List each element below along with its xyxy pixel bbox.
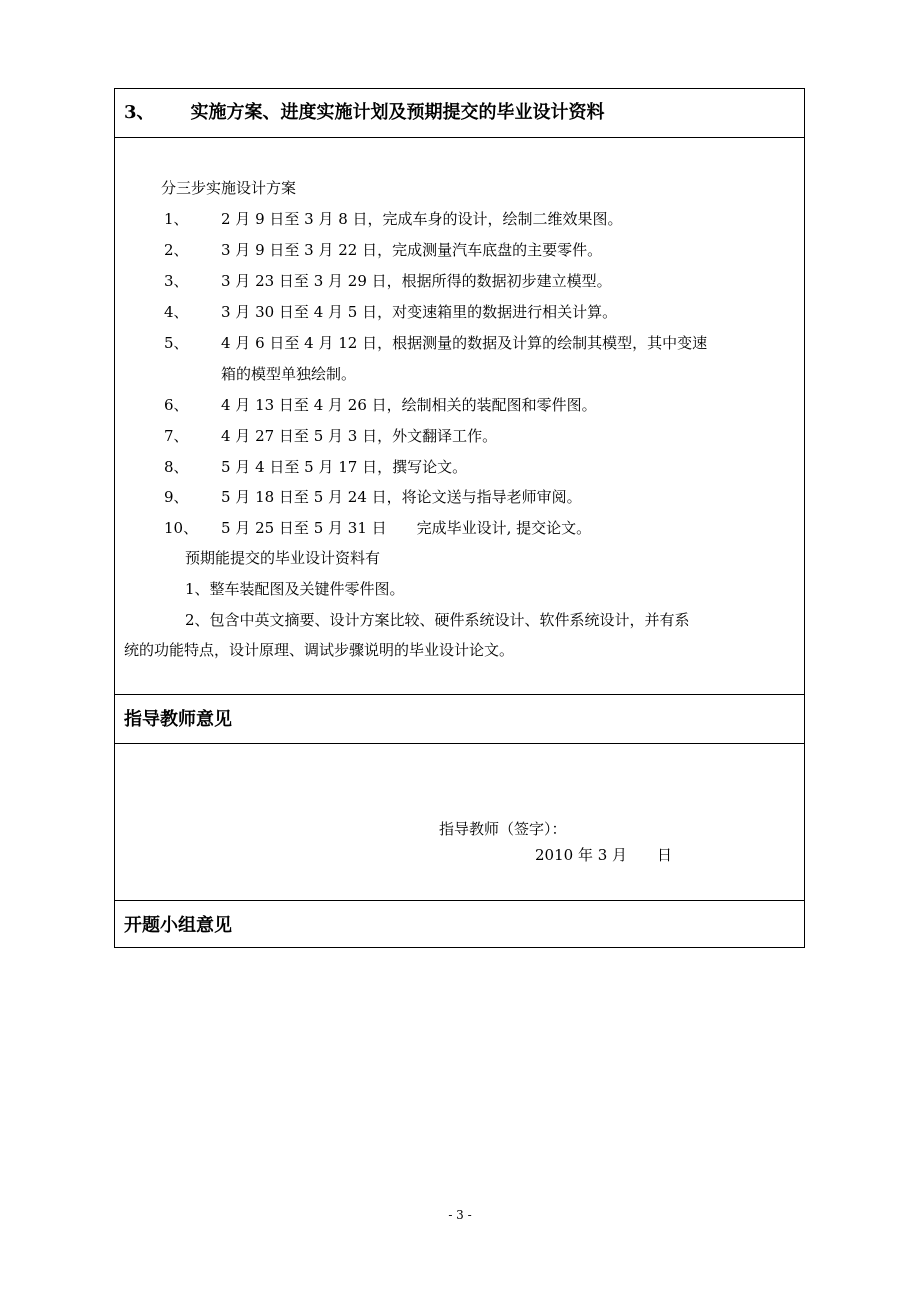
schedule-number: 1、 [164,210,189,228]
group-opinion-heading: 开题小组意见 [124,915,232,936]
schedule-number: 2、 [164,241,189,259]
row-divider [115,900,804,901]
schedule-item: 5 月 25 日至 5 月 31 日 完成毕业设计, 提交论文。 [221,519,592,537]
row-divider [115,743,804,744]
schedule-number: 10、 [164,519,199,537]
advisor-opinion-heading: 指导教师意见 [124,709,232,730]
schedule-item: 2 月 9 日至 3 月 8 日，完成车身的设计，绘制二维效果图。 [221,210,623,228]
schedule-number: 5、 [164,334,189,352]
schedule-number: 8、 [164,458,189,476]
schedule-number: 7、 [164,427,189,445]
section-number: 3、 [124,102,155,123]
schedule-item: 5 月 4 日至 5 月 17 日，撰写论文。 [221,458,468,476]
section-3-heading [124,101,605,125]
section-title: 实施方案、进度实施计划及预期提交的毕业设计资料 [190,102,605,123]
deliverable-item: 2、包含中英文摘要、设计方案比较、硬件系统设计、软件系统设计，并有系 [185,611,690,629]
schedule-item-continuation: 箱的模型单独绘制。 [221,365,357,383]
schedule-item: 4 月 13 日至 4 月 26 日，绘制相关的装配图和零件图。 [221,396,597,414]
schedule-item: 3 月 23 日至 3 月 29 日，根据所得的数据初步建立模型。 [221,272,612,290]
schedule-item: 3 月 9 日至 3 月 22 日，完成测量汽车底盘的主要零件。 [221,241,603,259]
advisor-signature-label: 指导教师（签字）： [439,820,567,838]
schedule-item: 4 月 6 日至 4 月 12 日，根据测量的数据及计算的绘制其模型，其中变速 [221,334,708,352]
proposal-table [114,88,805,948]
page-number: - 3 - [448,1208,472,1222]
row-divider [115,694,804,695]
row-divider [115,137,804,138]
schedule-number: 3、 [164,272,189,290]
deliverable-item: 1、整车装配图及关键件零件图。 [185,580,405,598]
schedule-number: 4、 [164,303,189,321]
intro-text: 分三步实施设计方案 [161,179,297,197]
schedule-number: 9、 [164,488,189,506]
schedule-item: 3 月 30 日至 4 月 5 日，对变速箱里的数据进行相关计算。 [221,303,618,321]
deliverables-heading: 预期能提交的毕业设计资料有 [185,549,381,567]
schedule-item: 5 月 18 日至 5 月 24 日，将论文送与指导老师审阅。 [221,488,582,506]
advisor-date: 2010 年 3 月 日 [535,846,673,864]
schedule-item: 4 月 27 日至 5 月 3 日，外文翻译工作。 [221,427,498,445]
schedule-number: 6、 [164,396,189,414]
deliverable-item-continuation: 统的功能特点，设计原理、调试步骤说明的毕业设计论文。 [124,641,515,659]
